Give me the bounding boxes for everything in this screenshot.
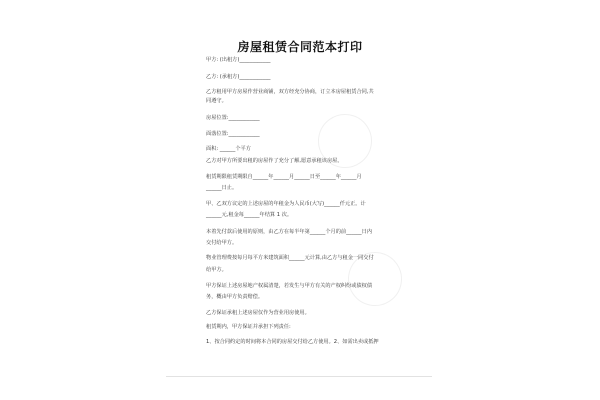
house-location-line: 房屋位置:____________ xyxy=(206,115,260,121)
property-fee-line-2: 给甲方。 xyxy=(206,267,227,273)
responsibility-line: 租赁期内，甲方保证并承担下列责任: xyxy=(206,324,291,330)
intro-line-2: 同遵守。 xyxy=(206,98,227,104)
payment-line-2: 交付给甲方。 xyxy=(206,240,238,246)
page-divider xyxy=(166,376,432,377)
party-a-line: 甲方: (出租方)____________ xyxy=(206,57,271,63)
intro-line-1: 乙方租用甲方房屋作营业商铺，双方经充分协商，订立本房屋租赁合同,共 xyxy=(206,89,374,95)
party-b-line: 乙方: (承租方)____________ xyxy=(206,74,271,80)
face-location-line: 面落位置:____________ xyxy=(206,131,260,137)
guarantee-line-1: 甲方保证上述房屋地产权属清楚，若发生与甲方有关的产权纠纷或债权债 xyxy=(206,283,373,289)
area-line: 面积: ______个平方 xyxy=(206,146,251,152)
payment-line-1: 本着先付款后使用的原则，由乙方在每半年第______个月的前______日内 xyxy=(206,229,373,235)
lease-term-line-1: 租赁期限租赁期限自______年______月______日至______年______月 xyxy=(206,174,362,180)
document-title: 房屋租赁合同范本打印 xyxy=(237,40,363,54)
rent-line-1: 甲、乙双方议定的上述房屋的年租金为人民币(大写)______仟元正。计 xyxy=(206,201,366,207)
rent-line-2: ______元,租金每______年结算 1 次。 xyxy=(206,212,293,218)
lease-term-line-2: ______日止。 xyxy=(206,185,238,191)
watermark-stamp xyxy=(337,241,412,316)
usage-line: 乙方保证承租上述房屋仅作为营业用房使用。 xyxy=(206,310,310,316)
clause-1-line: 1、按合同约定的时间将本合同的房屋交付给乙方使用。2、如需出卖或抵押 xyxy=(206,339,379,345)
understanding-line: 乙方对甲方所要出租的房屋作了充分了解,愿意承租该房屋。 xyxy=(206,158,343,164)
property-fee-line-1: 物业管理费按每月每平方米建筑面积______元计算,由乙方与租金一同交付 xyxy=(206,255,374,261)
guarantee-line-2: 务，概由甲方负责赔偿。 xyxy=(206,294,264,300)
watermark-stamp xyxy=(307,103,382,178)
